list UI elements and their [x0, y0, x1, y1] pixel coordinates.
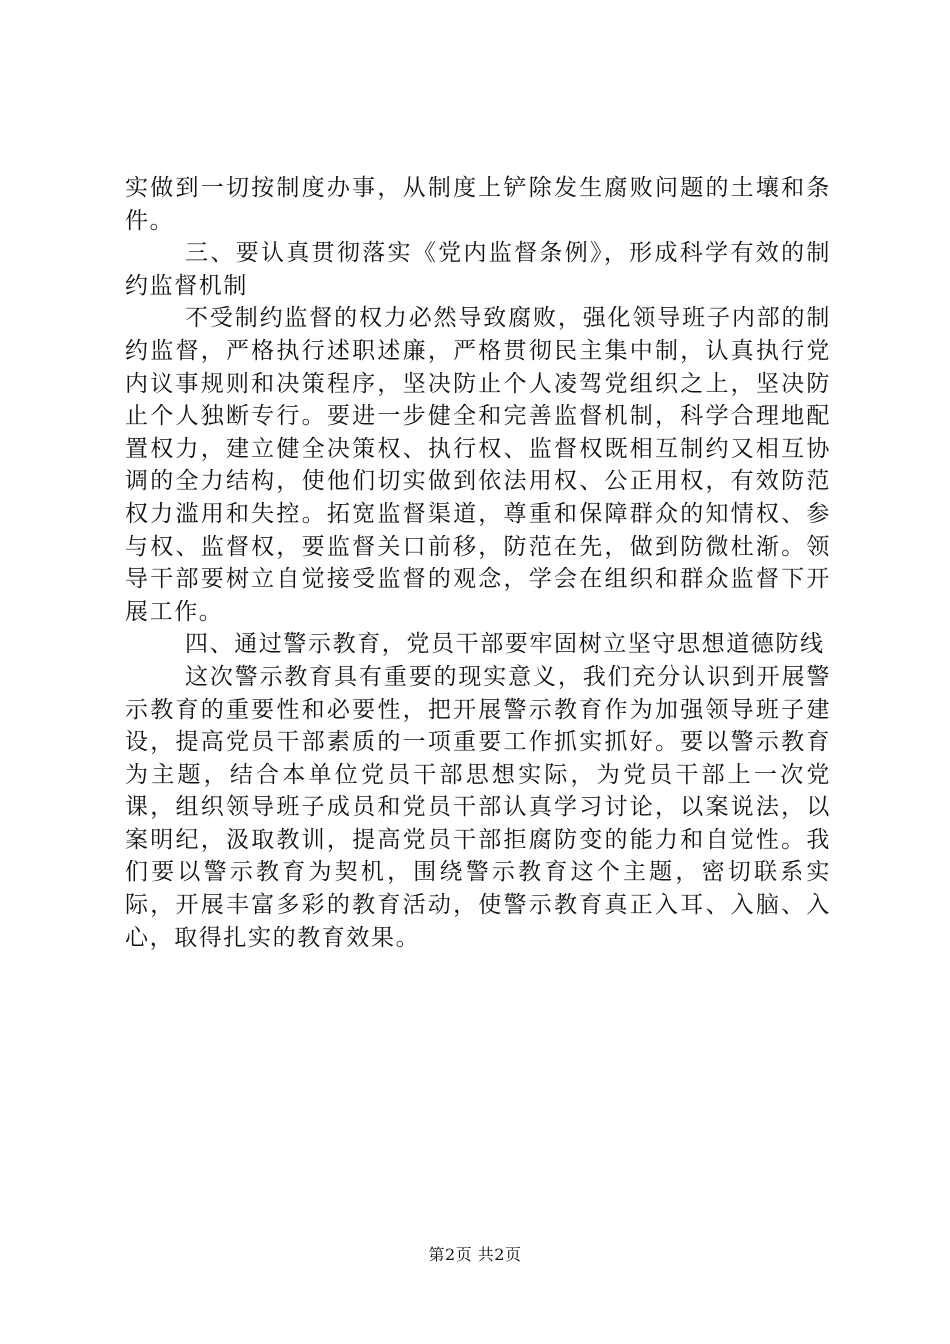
paragraph-warning-education: 这次警示教育具有重要的现实意义，我们充分认识到开展警示教育的重要性和必要性，把开展警示教育作为加强领导班子建设，提高党员干部素质的一项重要工作抓实抓好。要以警示教育为主题，结合本单位党员干部思想实际，为党员干部上一次党课，组织领导班子成员和党员干部认真学习讨论，以案说法，以案明纪，汲取教训，提高党员干部拒腐防变的能力和自觉性。我们要以警示教育为契机，围绕警示教育这个主题，密切联系实际，开展丰富多彩的教育活动，使警示教育真正入耳、入脑、入心，取得扎实的教育效果。: [125, 663, 831, 951]
page-number-footer: 第2页 共2页: [428, 1245, 522, 1264]
paragraph-continuation: 实做到一切按制度办事，从制度上铲除发生腐败问题的土壤和条件。: [125, 175, 831, 234]
section-heading-four: 四、通过警示教育，党员干部要牢固树立坚守思想道德防线: [185, 631, 825, 658]
document-body: [125, 172, 831, 954]
paragraph-supervision: 不受制约监督的权力必然导致腐败，强化领导班子内部的制约监督，严格执行述职述廉，严格贯彻民主集中制，认真执行党内议事规则和决策程序，坚决防止个人凌驾党组织之上，坚决防止个人独断专行。要进一步健全和完善监督机制，科学合理地配置权力，建立健全决策权、执行权、监督权既相互制约又相互协调的全力结构，使他们切实做到依法用权、公正用权，有效防范权力滥用和失控。拓宽监督渠道，尊重和保障群众的知情权、参与权、监督权，要监督关口前移，防范在先，做到防微杜渐。领导干部要树立自觉接受监督的观念，学会在组织和群众监督下开展工作。: [125, 305, 831, 625]
section-heading-three: 三、要认真贯彻落实《党内监督条例》，形成科学有效的制约监督机制: [125, 240, 831, 299]
